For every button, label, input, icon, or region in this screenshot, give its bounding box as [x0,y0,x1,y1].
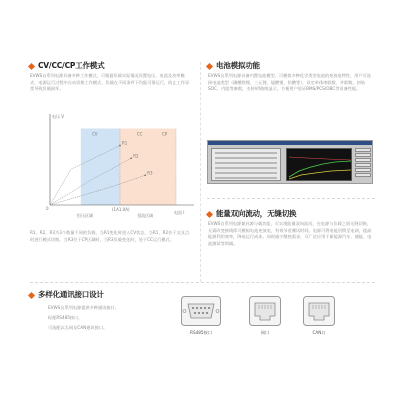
bullet-icon [206,63,213,70]
ethernet-caption: 网口 [260,330,270,335]
can-port [303,296,335,326]
battery-title: 电池模拟功能 [216,61,260,70]
screen-button-column [355,148,371,181]
energy-title: 能量双向流动，无缝切换 [216,209,297,218]
region-label-cv: CV [92,131,98,137]
modes-description: EVWS自系列电源具备多种工作模式，可根据负载实际情况设置电压、电流及功率模式，电源运行过程中自动切换工作模式，负载在不同条件下均能可靠运行，防止工作异常导致负载损坏。 [30,73,190,92]
ethernet-port [249,296,281,326]
x-marker-label: (1A1.0A) [112,207,130,212]
region-label-cp: CP [162,131,168,137]
energy-description: EVWS自系列电源兼具源与载功能，可实现能量双向流动，在电源与负载之间无缝切换，无需改变接线即可模拟电池充放电，有效节省测试时间，电源可将电能回馈至电网，提高能源利用效率，降低运行成本，同时减少散热需求，可广泛应用于新能源汽车、储能、电池测试等领域。 [208,221,372,246]
y-axis-label: 电压 V [52,114,65,119]
cc-region-caption: 恒流区域 [137,213,154,218]
region-label-cc: CC [136,131,143,137]
curve-point-r3 [144,174,146,176]
cv-region-caption: 恒压区域 [77,213,93,218]
rj45-connector-icon [303,296,335,326]
comm-title: 多样化通讯接口设计 [38,290,104,299]
battery-software-screenshot [207,140,373,184]
cv-region [81,129,120,206]
comm-line-2: 标配RS485接口， [48,315,83,320]
comm-line-3: 可选配以太网及CAN通讯接口。 [48,325,108,330]
modes-title: CV/CC/CP工作模式 [38,61,105,70]
section-divider [30,282,375,283]
column-divider [200,62,201,282]
comm-line-1: EVWS自系列电源提供多种通讯接口， [48,305,119,310]
curve-point-r2 [130,157,132,159]
battery-description: EVWS自系列电源具备内置电池模型，可模拟多种化学类型电池的充放电特性，用户可选择电池类型（磷酸铁锂、三元锂、锰酸锂、铅酸等），设定单体串联数、并联数、初始SOC、内阻等参数，支持V/I曲线显示，方便用户验证BMS/PCS/OBC等设备性能。 [208,73,372,92]
curve-label-r1: R1 [122,140,128,146]
rs485-port [181,296,221,326]
cc-region [120,129,176,206]
curve-label-r2: R2 [133,153,139,159]
rj45-connector-icon [249,296,281,326]
section-divider [207,198,375,199]
curve-point-r1 [119,145,121,147]
origin-label: 0 [46,206,49,211]
mode-notes: R1，R2，R3为3个数量不同的负载，当R1变化时进入CV状态，当R1、R2位于交叉点时进行模式切换，当R3位于CP区域时，当R3负载变化时，处于CC运行模式。 [30,230,190,242]
screen-param-panel [211,148,281,181]
bullet-icon [206,211,213,218]
curve-label-r3: R3 [147,170,153,176]
can-caption: CAN口 [312,330,326,335]
rs485-caption: RS485接口 [190,330,212,335]
mode-chart [28,110,198,225]
screen-toolbar [208,141,372,145]
screen-curve-graph [286,148,352,181]
bullet-icon [28,292,35,299]
bullet-icon [28,63,35,70]
x-axis-label: 电流 I [174,210,185,215]
db9-connector-icon [181,296,221,326]
